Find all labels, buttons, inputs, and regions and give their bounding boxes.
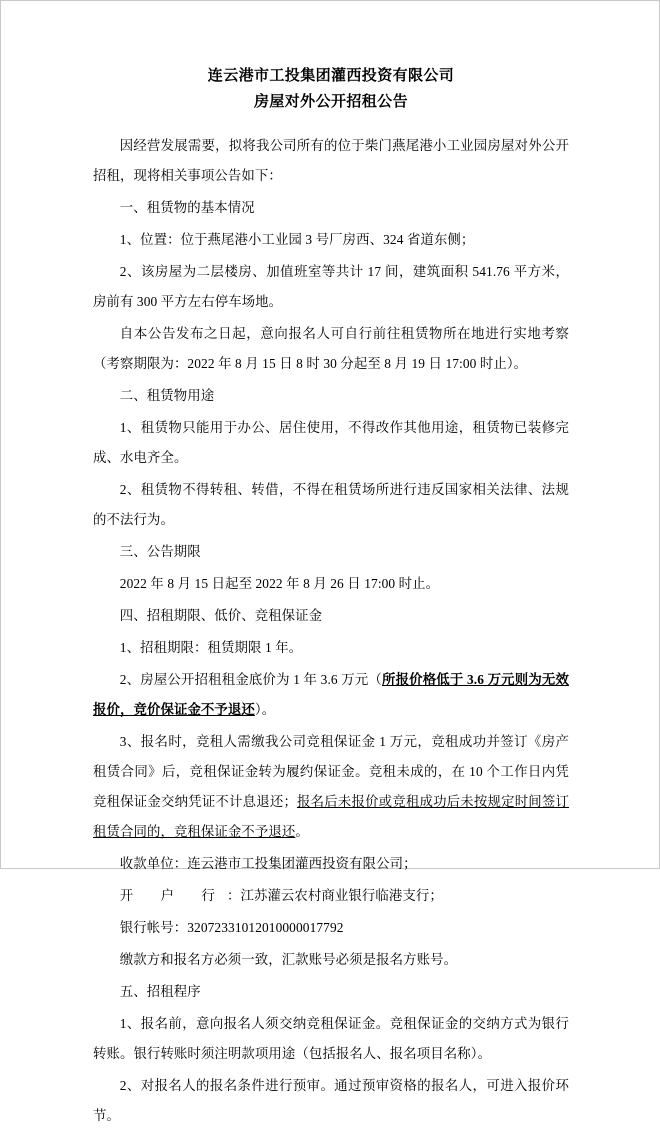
price-floor-lead: 2、房屋公开招租租金底价为 1 年 3.6 万元（ (119, 672, 382, 687)
paragraph-lease-term: 1、招租期限：租赁期限 1 年。 (119, 640, 303, 655)
deposit-lead: 3、报名时，竞租人需缴我公司竞租保证金 1 万元，竞租成功并签订《房产租赁合同》后，竞租保证金转为履约保证金。竞租未成的，在 10 个工作日内凭竞租保证金交纳凭证不计息退还； (93, 734, 569, 809)
deposit-tail: 。 (295, 824, 309, 839)
price-floor-emphasis-1: 所报价格低于 3.6 万元则为无效报价，竞 (93, 672, 569, 717)
bank-label: 开 户 行 (119, 888, 227, 903)
section-heading-five: 五、招租程序 (119, 984, 201, 999)
document-title (93, 63, 569, 115)
paragraph-intro: 因经营发展需要，拟将我公司所有的位于柴门燕尾港小工业园房屋对外公开招租，现将相关事项公告如下： (93, 138, 569, 183)
section-heading-two: 二、租赁物用途 (119, 388, 215, 403)
paragraph-payment-consistency: 缴款方和报名方必须一致，汇款账号必须是报名方账号。 (119, 952, 458, 967)
section-heading-four: 四、招租期限、低价、竞租保证金 (119, 608, 323, 623)
paragraph-price-floor (93, 665, 569, 725)
paragraph-building: 2、该房屋为二层楼房、加值班室等共计 17 间，建筑面积 541.76 平方米，房前有 300 平方左右停车场地。 (93, 264, 569, 309)
title-line-1: 连云港市工投集团灌西投资有限公司 (207, 68, 455, 84)
deposit-underline: 报名后未报价或竞租成功后未按规定时间签订租赁合同的，竞租保证金不予退还 (93, 794, 570, 839)
paragraph-procedure-1: 1、报名前，意向报名人须交纳竞租保证金。竞租保证金的交纳方式为银行转账。银行转账时须注明款项用途（包括报名人、报名项目名称）。 (93, 1016, 569, 1061)
price-floor-tail: ）。 (254, 702, 276, 717)
document-body (1, 1, 660, 1133)
section-heading-one: 一、租赁物的基本情况 (119, 200, 255, 215)
paragraph-bank (93, 881, 569, 911)
paragraph-announcement-period: 2022 年 8 月 15 日起至 2022 年 8 月 26 日 17:00 时止。 (119, 576, 440, 591)
paragraph-payee: 收款单位：连云港市工投集团灌西投资有限公司； (119, 856, 417, 871)
paragraph-deposit (93, 727, 569, 847)
paragraph-location: 1、位置：位于燕尾港小工业园 3 号厂房西、324 省道东侧； (119, 232, 475, 247)
bank-text: ：江苏灌云农村商业银行临港支行； (226, 888, 443, 903)
section-heading-three: 三、公告期限 (119, 544, 201, 559)
paragraph-account-number: 银行帐号：32072331012010000017792 (119, 920, 344, 935)
paragraph-inspection-period: 自本公告发布之日起，意向报名人可自行前往租赁物所在地进行实地考察（考察期限为：2022 年 8 月 15 日 8 时 30 分起至 8 月 19 日 17:00 时止）。 (93, 326, 569, 371)
title-line-2: 房屋对外公开招租公告 (253, 94, 408, 110)
paragraph-usage-2: 2、租赁物不得转租、转借，不得在租赁场所进行违反国家相关法律、法规的不法行为。 (93, 482, 569, 527)
paragraph-procedure-2: 2、对报名人的报名条件进行预审。通过预审资格的报名人，可进入报价环节。 (93, 1078, 569, 1123)
paragraph-usage-1: 1、租赁物只能用于办公、居住使用，不得改作其他用途，租赁物已装修完成、水电齐全。 (93, 420, 569, 465)
price-floor-emphasis-2: 价保证金不予退还 (146, 702, 255, 717)
